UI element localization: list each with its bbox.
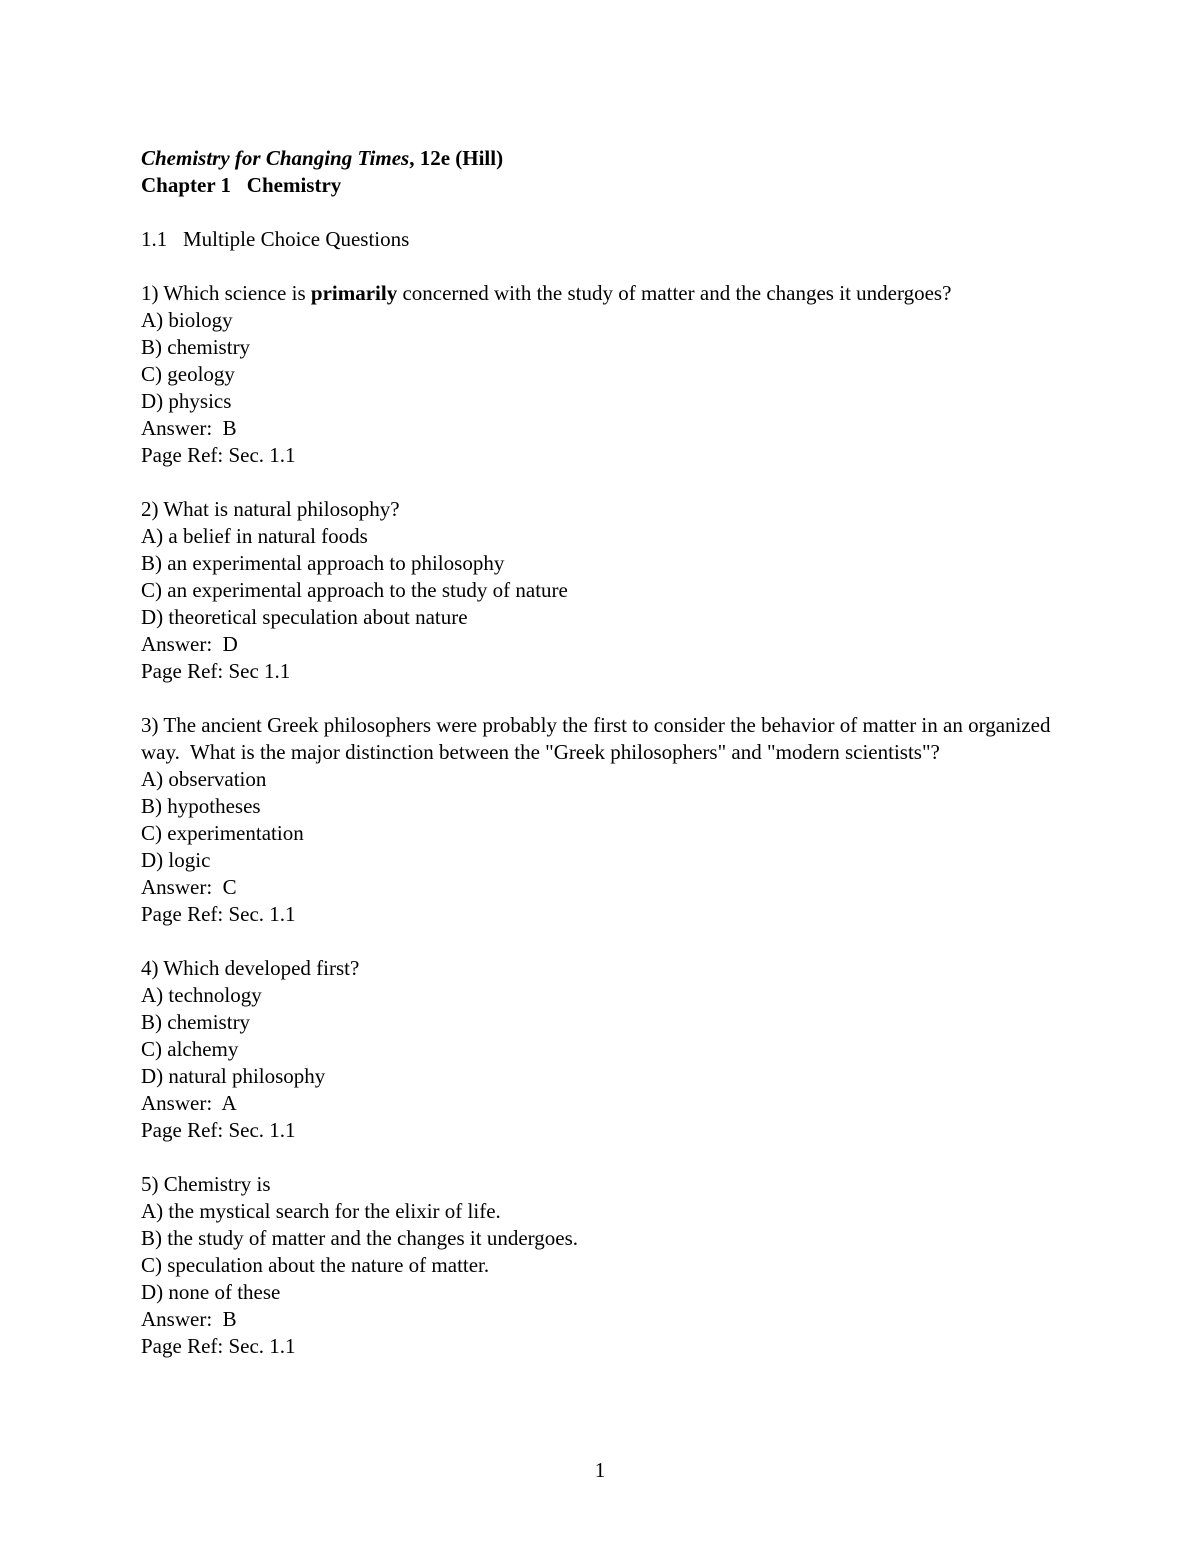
- option-b: B) the study of matter and the changes it undergoes.: [141, 1226, 579, 1250]
- option-c: C) geology: [141, 362, 235, 386]
- book-title-line: [141, 145, 1071, 172]
- option-d: D) none of these: [141, 1280, 281, 1304]
- question-3: [141, 712, 1071, 928]
- option-c: C) an experimental approach to the study of nature: [141, 578, 568, 602]
- question-2: [141, 496, 1071, 685]
- question-stem: 4) Which developed first?: [141, 956, 360, 980]
- page-ref: Page Ref: Sec. 1.1: [141, 443, 296, 467]
- answer: Answer: D: [141, 632, 238, 656]
- book-edition: , 12e (Hill): [409, 146, 504, 170]
- answer: Answer: C: [141, 875, 237, 899]
- question-stem: 5) Chemistry is: [141, 1172, 271, 1196]
- option-d: D) natural philosophy: [141, 1064, 326, 1088]
- page-number: 1: [594, 1458, 606, 1482]
- question-4: [141, 955, 1071, 1144]
- question-stem: 1) Which science is primarily concerned with the study of matter and the changes it undergoes?: [141, 281, 952, 305]
- option-c: C) speculation about the nature of matter.: [141, 1253, 490, 1277]
- option-d: D) logic: [141, 848, 211, 872]
- chapter-heading: Chapter 1 Chemistry: [141, 173, 342, 197]
- page-ref: Page Ref: Sec. 1.1: [141, 1334, 296, 1358]
- option-b: B) an experimental approach to philosophy: [141, 551, 505, 575]
- option-a: A) the mystical search for the elixir of life.: [141, 1199, 501, 1223]
- question-stem: 2) What is natural philosophy?: [141, 497, 400, 521]
- answer: Answer: A: [141, 1091, 237, 1115]
- option-b: B) chemistry: [141, 335, 251, 359]
- question-5: [141, 1171, 1071, 1360]
- question-1: [141, 280, 1071, 469]
- answer: Answer: B: [141, 1307, 237, 1331]
- option-c: C) alchemy: [141, 1037, 239, 1061]
- section-heading: 1.1 Multiple Choice Questions: [141, 227, 410, 251]
- option-a: A) biology: [141, 308, 233, 332]
- option-a: A) technology: [141, 983, 262, 1007]
- option-b: B) hypotheses: [141, 794, 261, 818]
- book-title: Chemistry for Changing Times: [141, 146, 410, 170]
- page-ref: Page Ref: Sec 1.1: [141, 659, 291, 683]
- option-b: B) chemistry: [141, 1010, 251, 1034]
- emphasis-text: primarily: [310, 281, 398, 305]
- option-a: A) observation: [141, 767, 267, 791]
- document-body: [141, 145, 1071, 1387]
- question-stem: 3) The ancient Greek philosophers were probably the first to consider the behavior of matter in an organized way. What is the major distinction between the "Greek philosophers" and "modern scientists"?: [141, 713, 1056, 764]
- page-ref: Page Ref: Sec. 1.1: [141, 1118, 296, 1142]
- option-a: A) a belief in natural foods: [141, 524, 368, 548]
- page-ref: Page Ref: Sec. 1.1: [141, 902, 296, 926]
- answer: Answer: B: [141, 416, 237, 440]
- option-d: D) theoretical speculation about nature: [141, 605, 468, 629]
- option-c: C) experimentation: [141, 821, 304, 845]
- option-d: D) physics: [141, 389, 232, 413]
